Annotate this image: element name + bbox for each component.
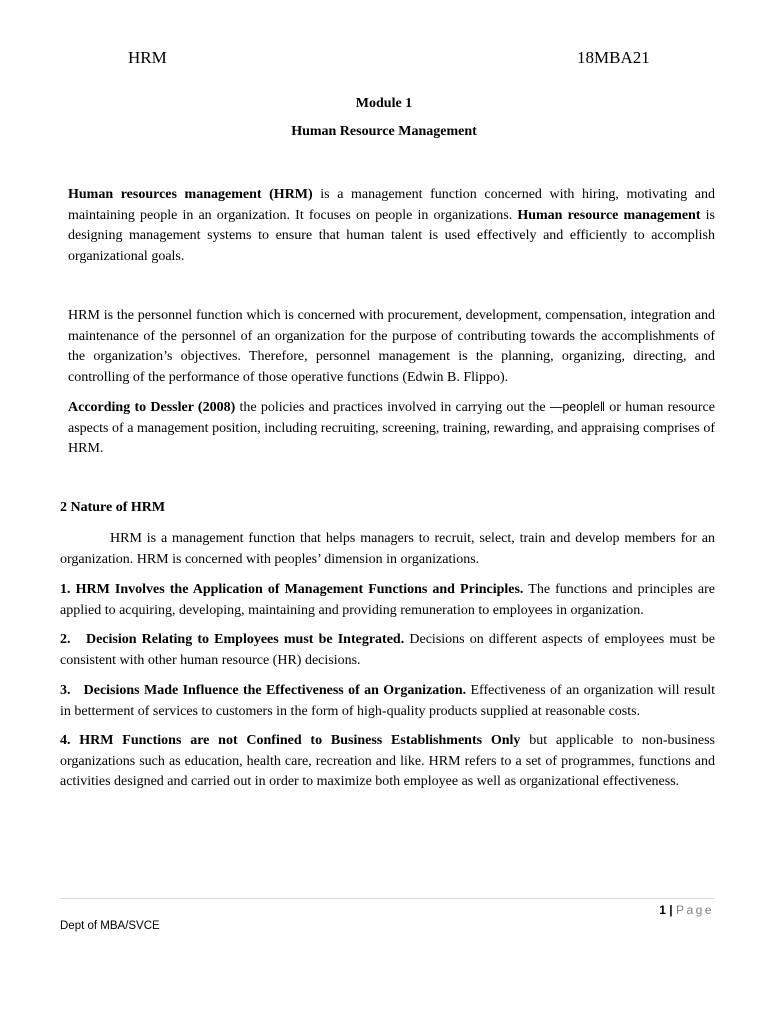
point-2-text: Decisions on different aspects of employees must be consistent with other human resource (HR) decisions. bbox=[60, 632, 715, 668]
nature-point-2 bbox=[60, 630, 715, 671]
page-number-separator: | bbox=[669, 903, 673, 917]
dessler-text-2: or human resource aspects of a management position, including recruiting, screening, training, rewarding, and appraising comprises of HRM. bbox=[68, 400, 715, 456]
page-number-value: 1 bbox=[659, 903, 666, 917]
nature-point-1 bbox=[60, 580, 715, 621]
dessler-people: ―people‖ bbox=[549, 400, 606, 414]
point-2-heading: 2. Decision Relating to Employees must be Integrated. bbox=[60, 632, 405, 647]
intro-bold-2: Human resource management bbox=[517, 207, 701, 223]
flippo-paragraph bbox=[68, 306, 715, 388]
point-4-text: but applicable to non-business organizations such as education, health care, recreation and like. HRM refers to a set of programmes, functions and activities designed and carried out in order to maximize both employee as well as organizational effectiveness. bbox=[60, 733, 715, 789]
dessler-paragraph bbox=[68, 397, 715, 460]
nature-intro-text: HRM is a management function that helps managers to recruit, select, train and develop members for an organization. HRM is concerned with peoples’ dimension in organizations. bbox=[60, 531, 715, 567]
footer-dept: Dept of MBA/SVCE bbox=[60, 920, 160, 932]
nature-heading: 2 Nature of HRM bbox=[60, 500, 166, 515]
dessler-text-1: the policies and practices involved in carrying out the bbox=[235, 400, 550, 415]
header-left: HRM bbox=[128, 48, 167, 67]
intro-paragraph bbox=[68, 185, 715, 267]
nature-intro bbox=[60, 529, 715, 570]
intro-text-2: is designing management systems to ensure that human talent is used effectively and efficiently to accomplish organizational goals. bbox=[68, 207, 715, 264]
page-number bbox=[659, 903, 714, 917]
page-title: Human Resource Management bbox=[291, 124, 477, 139]
point-1-heading: 1. HRM Involves the Application of Management Functions and Principles. bbox=[60, 582, 524, 597]
footer-divider bbox=[60, 898, 715, 899]
nature-point-4 bbox=[60, 731, 715, 793]
page-label: Page bbox=[675, 903, 714, 917]
point-3-heading: 3. Decisions Made Influence the Effectiveness of an Organization. bbox=[60, 683, 467, 698]
point-3-text: Effectiveness of an organization will result in betterment of services to customers in the form of high-quality products supplied at reasonable costs. bbox=[60, 683, 715, 719]
flippo-text: HRM is the personnel function which is concerned with procurement, development, compensation, integration and maintenance of the personnel of an organization for the purpose of contributing towards the accomplishments of the organization’s objectives. Therefore, personnel management is the planning, organizing, directing, and controlling of the performance of those operative functions (Edwin B. Flippo). bbox=[68, 308, 715, 385]
nature-point-3 bbox=[60, 681, 715, 722]
header-right: 18MBA21 bbox=[577, 48, 650, 67]
dessler-bold: According to Dessler (2008) bbox=[68, 400, 236, 415]
point-1-text: The functions and principles are applied to acquiring, developing, maintaining and providing remuneration to employees in organization. bbox=[60, 582, 715, 618]
intro-text-1: is a management function concerned with hiring, motivating and maintaining people in an organization. It focuses on people in organizations. bbox=[68, 187, 715, 223]
intro-bold-1: Human resources management (HRM) bbox=[68, 187, 313, 202]
module-label: Module 1 bbox=[355, 96, 413, 111]
point-4-heading: 4. HRM Functions are not Confined to Business Establishments Only bbox=[60, 733, 521, 748]
